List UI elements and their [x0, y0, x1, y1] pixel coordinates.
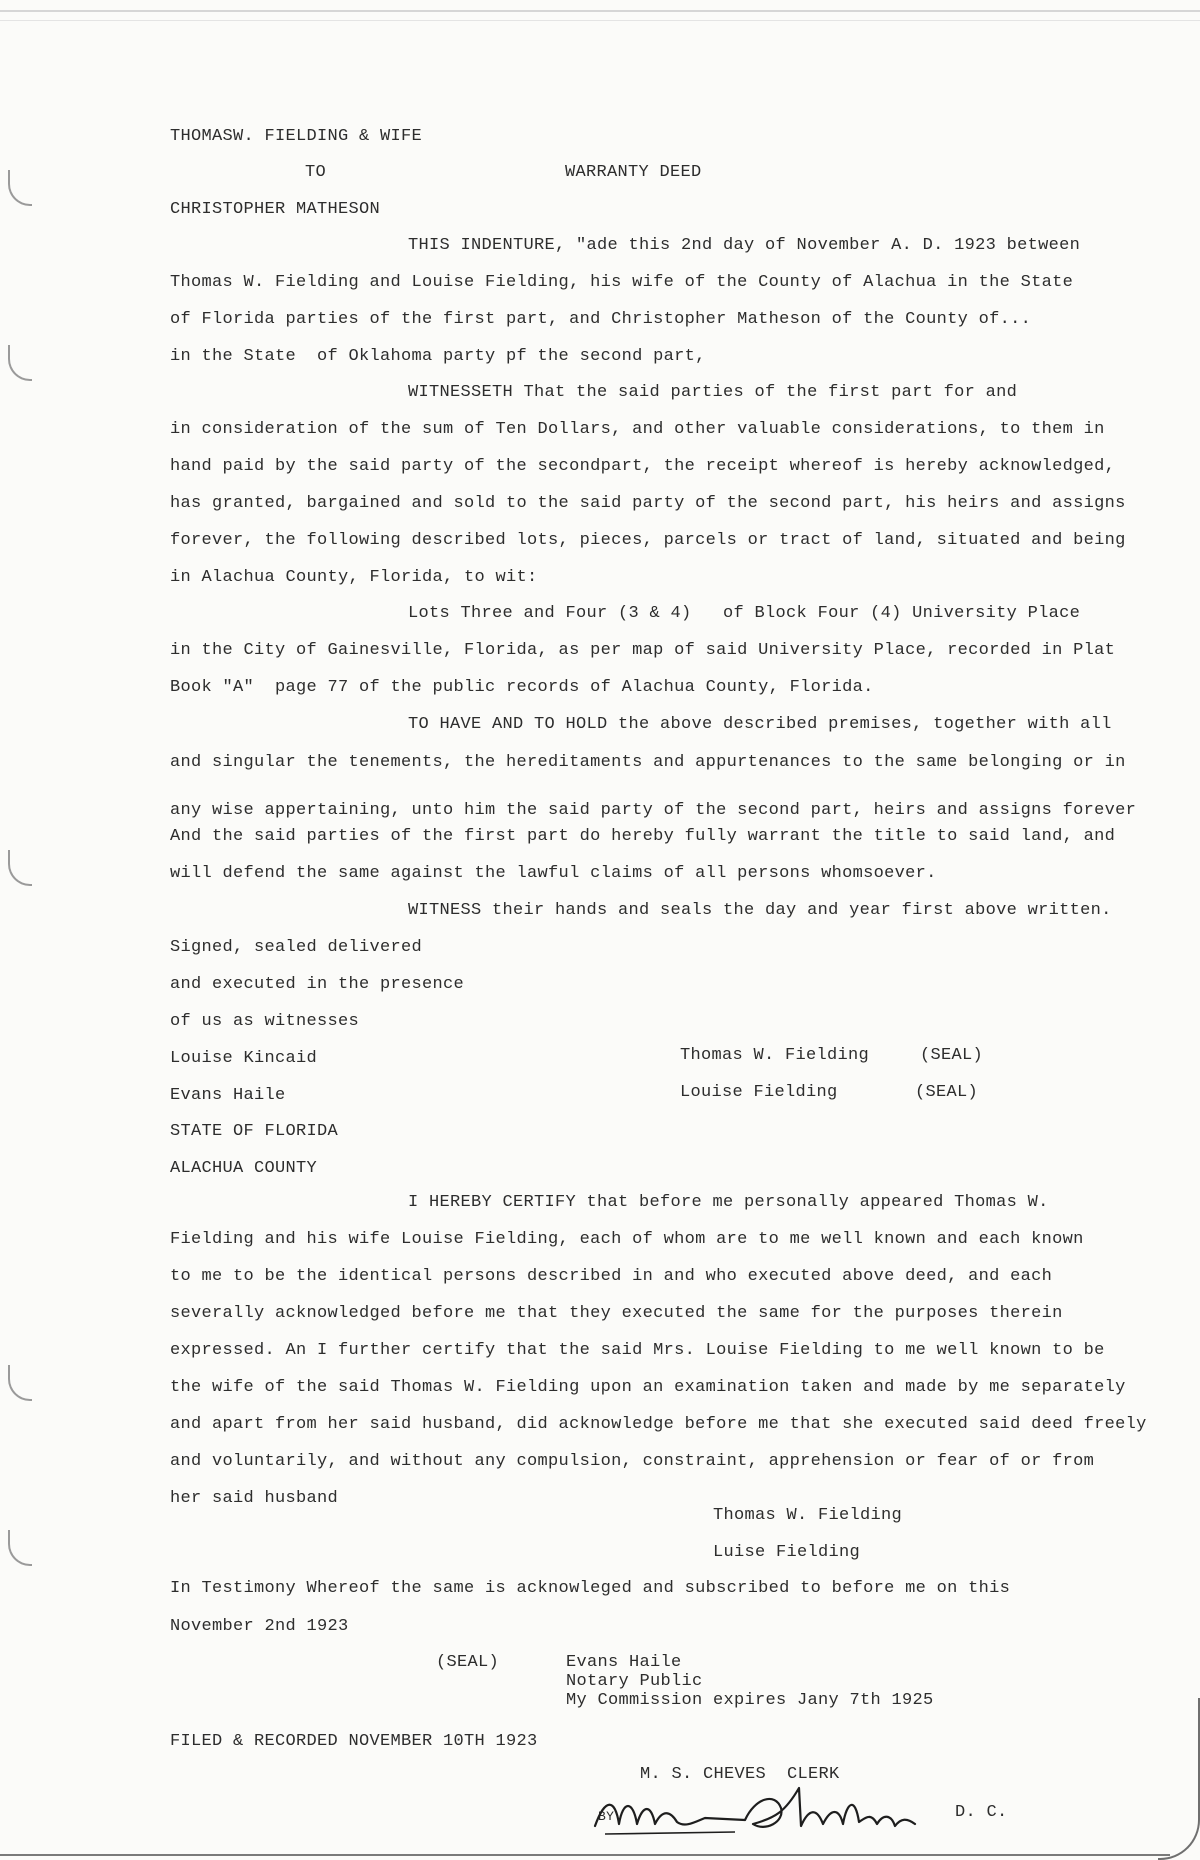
indenture-line: and singular the tenements, the hereditaments and appurtenances to the same belonging or in [170, 753, 1126, 772]
grantor-signature-name: Thomas W. Fielding [680, 1046, 870, 1065]
county-line: ALACHUA COUNTY [170, 1159, 318, 1178]
handwritten-signature [585, 1778, 925, 1848]
witness-name: Louise Kincaid [170, 1049, 318, 1068]
deputy-clerk-label: D. C. [955, 1803, 1008, 1822]
notary-name: Evans Haile [566, 1653, 682, 1672]
acknowledger-name: Thomas W. Fielding [713, 1506, 903, 1525]
binder-hole-mark [8, 850, 32, 886]
binder-hole-mark [8, 1365, 32, 1401]
indenture-line: THIS INDENTURE, "ade this 2nd day of November A. D. 1923 between [408, 236, 1081, 255]
indenture-line: in the City of Gainesville, Florida, as per map of said University Place, recorded in Plat [170, 641, 1116, 660]
state-line: STATE OF FLORIDA [170, 1122, 339, 1141]
certificate-line: her said husband [170, 1489, 339, 1508]
to-heading: TO [305, 163, 327, 182]
certificate-line: severally acknowledged before me that they executed the same for the purposes therein [170, 1304, 1063, 1323]
notary-seal: (SEAL) [436, 1653, 500, 1672]
grantee-heading: CHRISTOPHER MATHESON [170, 200, 381, 219]
page-corner-curl [1158, 1698, 1200, 1860]
binder-hole-mark [8, 345, 32, 381]
certificate-line: expressed. An I further certify that the said Mrs. Louise Fielding to me well known to be [170, 1341, 1105, 1360]
by-label: BY [598, 1809, 615, 1824]
indenture-line: WITNESS their hands and seals the day and year first above written. [408, 901, 1112, 920]
filing-record: FILED & RECORDED NOVEMBER 10TH 1923 [170, 1732, 538, 1751]
indenture-line: And the said parties of the first part do hereby fully warrant the title to said land, and [170, 827, 1116, 846]
indenture-line: in consideration of the sum of Ten Dollars, and other valuable considerations, to them in [170, 420, 1105, 439]
grantor-seal: (SEAL) [920, 1046, 984, 1065]
indenture-line: hand paid by the said party of the secondpart, the receipt whereof is hereby acknowledged, [170, 457, 1116, 476]
indenture-line: Thomas W. Fielding and Louise Fielding, his wife of the County of Alachua in the State [170, 273, 1074, 292]
certificate-line: I HEREBY CERTIFY that before me personally appeared Thomas W. [408, 1193, 1049, 1212]
indenture-line: will defend the same against the lawful claims of all persons whomsoever. [170, 864, 937, 883]
indenture-line: Lots Three and Four (3 & 4) of Block Four (4) University Place [408, 604, 1081, 623]
certificate-line: and apart from her said husband, did acknowledge before me that she executed said deed freely [170, 1415, 1147, 1434]
indenture-line: of Florida parties of the first part, and Christopher Matheson of the County of... [170, 310, 1032, 329]
certificate-line: the wife of the said Thomas W. Fielding upon an examination taken and made by me separately [170, 1378, 1126, 1397]
document-type-heading: WARRANTY DEED [565, 163, 702, 182]
indenture-line: forever, the following described lots, pieces, parcels or tract of land, situated and being [170, 531, 1126, 550]
indenture-line: any wise appertaining, unto him the said party of the second part, heirs and assigns forever [170, 801, 1137, 820]
top-rule [0, 10, 1200, 12]
binder-hole-mark [8, 170, 32, 206]
notary-commission: My Commission expires Jany 7th 1925 [566, 1691, 934, 1710]
testimony-line: In Testimony Whereof the same is acknowleged and subscribed to before me on this [170, 1579, 1011, 1598]
binder-hole-mark [8, 1530, 32, 1566]
clerk-name: M. S. CHEVES CLERK [640, 1765, 840, 1784]
certificate-line: to me to be the identical persons described in and who executed above deed, and each [170, 1267, 1053, 1286]
testimony-date: November 2nd 1923 [170, 1617, 349, 1636]
acknowledger-name: Luise Fielding [713, 1543, 861, 1562]
certificate-line: and voluntarily, and without any compulsion, constraint, apprehension or fear of or from [170, 1452, 1095, 1471]
witness-block-line: and executed in the presence [170, 975, 465, 994]
witness-block-line: Signed, sealed delivered [170, 938, 423, 957]
witness-block-line: of us as witnesses [170, 1012, 360, 1031]
indenture-line: WITNESSETH That the said parties of the first part for and [408, 383, 1018, 402]
certificate-line: Fielding and his wife Louise Fielding, each of whom are to me well known and each known [170, 1230, 1084, 1249]
indenture-line: in Alachua County, Florida, to wit: [170, 568, 538, 587]
notary-title: Notary Public [566, 1672, 703, 1691]
indenture-line: has granted, bargained and sold to the said party of the second part, his heirs and assigns [170, 494, 1126, 513]
grantor-seal: (SEAL) [915, 1083, 979, 1102]
witness-name: Evans Haile [170, 1086, 286, 1105]
top-rule-secondary [0, 20, 1200, 21]
indenture-line: Book "A" page 77 of the public records of Alachua County, Florida. [170, 678, 874, 697]
indenture-line: in the State of Oklahoma party pf the second part, [170, 347, 706, 366]
grantor-heading: THOMASW. FIELDING & WIFE [170, 127, 423, 146]
bottom-rule [0, 1854, 1170, 1856]
grantor-signature-name: Louise Fielding [680, 1083, 838, 1102]
indenture-line: TO HAVE AND TO HOLD the above described premises, together with all [408, 715, 1112, 734]
